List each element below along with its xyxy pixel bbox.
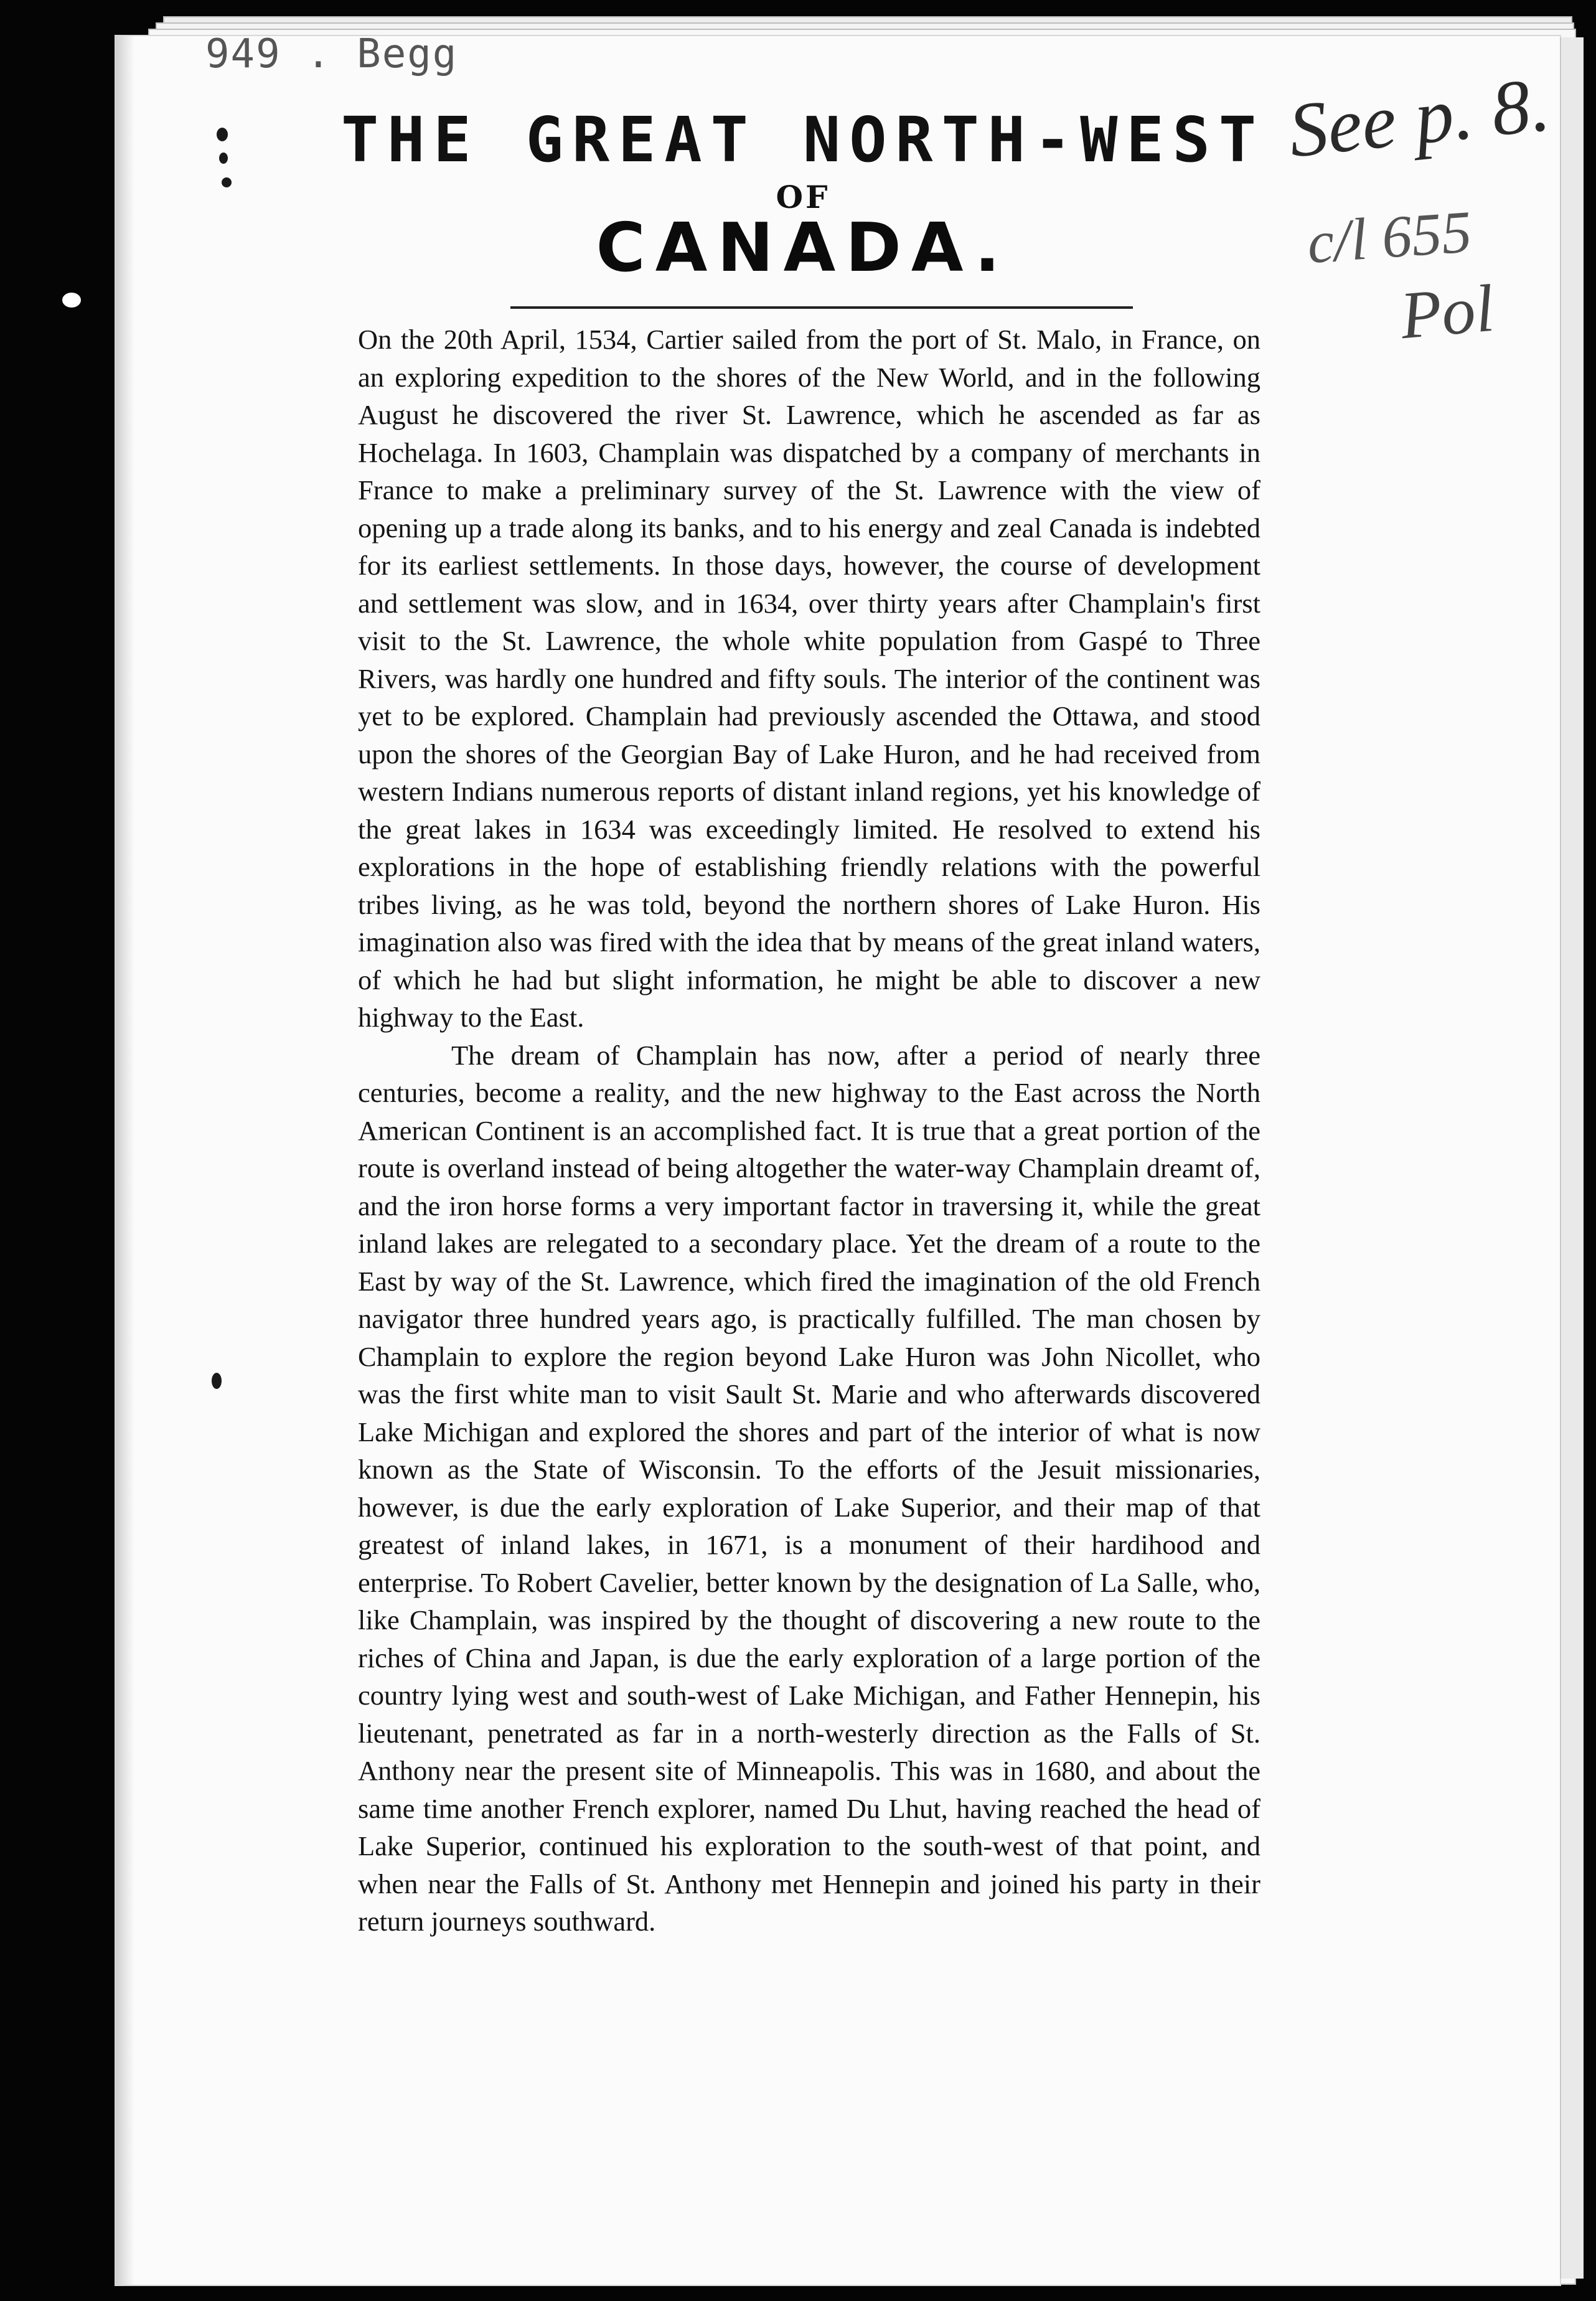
margin-speck (222, 177, 232, 187)
document-body (358, 321, 1260, 1941)
page-edge-strip (1560, 37, 1584, 2279)
title-connector: OF (776, 179, 830, 215)
handwritten-shelf-mark: c/l 655 (1305, 197, 1474, 276)
handwritten-see-page-note: See p. 8. (1284, 61, 1554, 174)
margin-speck (217, 128, 228, 141)
document-title: THE GREAT NORTH-WEST (340, 103, 1265, 176)
margin-speck (219, 153, 228, 164)
paragraph: The dream of Champlain has now, after a period of nearly three centuries, become a reality, and the new highway to the East across the North American Continent is an accomplished fact. It is true that a great portion of the route is overland instead of being altogether the water-way Champlain dreamt of, and the iron horse forms a very important factor in traversing it, while the great inland lakes are relegated to a secondary place. Yet the dream of a route to the East by way of the St. Lawrence, which fired the imagination of the old French navigator three hundred years ago, is practically fulfilled. The man chosen by Champlain to explore the region beyond Lake Huron was John Nicollet, who was the first white man to visit Sault St. Marie and who afterwards discovered Lake Michigan and explored the shores and part of the interior of what is now known as the State of Wisconsin. To the efforts of the Jesuit missionaries, however, is due the early exploration of Lake Superior, and their map of that greatest of inland lakes, in 1671, is a monument of their hardihood and enterprise. To Robert Cavelier, better known by the designation of La Salle, who, like Champlain, was inspired by the thought of discovering a new route to the riches of China and Japan, is due the early exploration of a large portion of the country lying west and south-west of Lake Michigan, and Father Hennepin, his lieutenant, penetrated as far in a north-westerly direction as the Falls of St. Anthony near the present site of Minneapolis. This was in 1680, and about the same time another French explorer, named Du Lhut, having reached the head of Lake Superior, continued his exploration to the south-west of that point, and when near the Falls of St. Anthony met Hennepin and joined his party in their return journeys southward. (358, 1039, 1260, 1937)
catalog-reference: 949 . Begg (205, 31, 458, 77)
margin-speck (62, 293, 81, 308)
title-divider (510, 306, 1133, 309)
document-title-country: CANADA. (596, 209, 1010, 287)
paragraph: On the 20th April, 1534, Cartier sailed from the port of St. Malo, in France, on an exploring expedition to the shores of the New World, and in the following August he discovered the river St. Lawrence, which he ascended as far as Hochelaga. In 1603, Champlain was dispatched by a company of merchants in France to make a preliminary survey of the St. Lawrence with the view of opening up a trade along its banks, and to his energy and zeal Canada is indebted for its earliest settlements. In those days, however, the course of development and settlement was slow, and in 1634, over thirty years after Champlain's first visit to the St. Lawrence, the whole white population from Gaspé to Three Rivers, was hardly one hundred and fifty souls. The interior of the continent was yet to be explored. Champlain had previously ascended the Ottawa, and stood upon the shores of the Georgian Bay of Lake Huron, and he had received from western Indians numerous reports of distant inland regions, yet his knowledge of the great lakes in 1634 was exceedingly limited. He resolved to extend his explorations in the hope of establishing friendly relations with the powerful tribes living, as he was told, beyond the northern shores of Lake Huron. His imagination also was fired with the idea that by means of the great inland waters, of which he had but slight information, he might be able to discover a new highway to the East. (358, 324, 1260, 1033)
handwritten-shelf-mark-2: Pol (1397, 271, 1497, 354)
page-shadow (116, 36, 134, 2285)
margin-speck (212, 1373, 222, 1389)
